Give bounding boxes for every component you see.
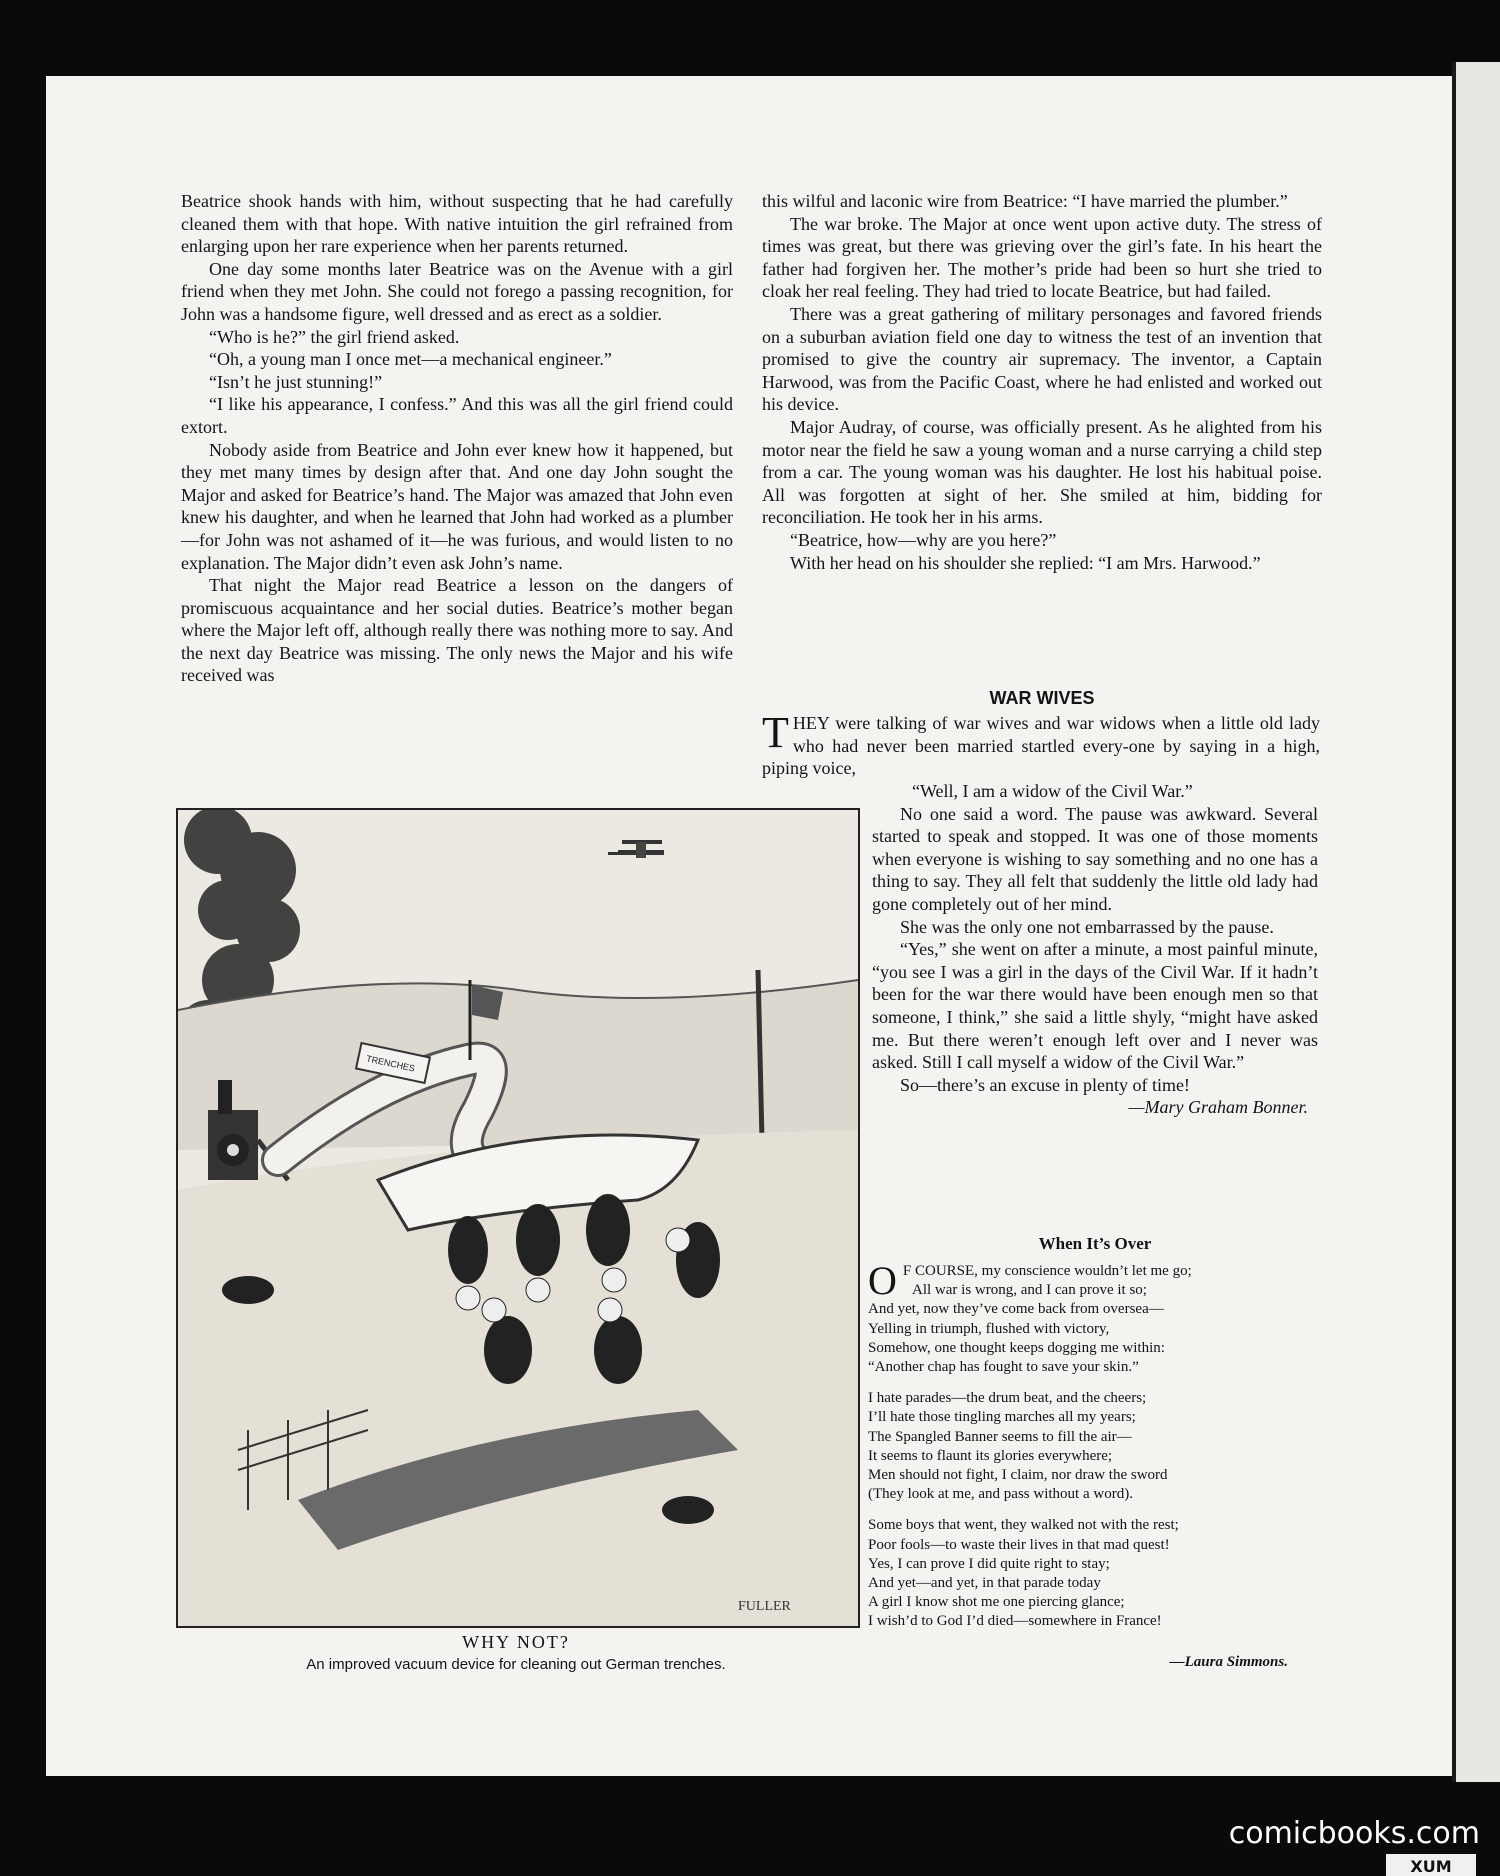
war-wives-intro-text: HEY were talking of war wives and war widows when a little old lady who had never been married startled every-one by saying in a high, piping voice, <box>762 713 1320 779</box>
story-paragraph: “Beatrice, how—why are you here?” <box>790 529 1057 550</box>
poem-line: “Another chap has fought to save your skin.” <box>868 1359 1139 1376</box>
poem-line: And yet, now they’ve come back from oversea— <box>868 1301 1164 1318</box>
war-wives-paragraph: So—there’s an excuse in plenty of time! <box>900 1074 1190 1095</box>
poem-line: A girl I know shot me one piercing glance; <box>868 1594 1125 1611</box>
story-right-column <box>762 190 1322 574</box>
poem-line: And yet—and yet, in that parade today <box>868 1575 1101 1592</box>
corner-tag: XUM <box>1386 1854 1476 1876</box>
story-paragraph: “Who is he?” the girl friend asked. <box>209 326 460 347</box>
story-left-column <box>181 190 733 687</box>
story-paragraph: Nobody aside from Beatrice and John ever knew how it happened, but they met many times by design after that. And one day John sought the Major and asked for Beatrice’s hand. The Major was amazed that John even knew his daughter, and when he learned that John had worked as a plumber—for John was not ashamed of it—he was furious, and would listen to no explanation. The Major didn’t even ask John’s name. <box>181 439 733 573</box>
story-paragraph: Beatrice shook hands with him, without suspecting that he had carefully cleaned them with that hope. With native intuition the girl refrained from enlarging upon her rare experience when her parents returned. <box>181 191 733 257</box>
story-paragraph: “I like his appearance, I confess.” And this was all the girl friend could extort. <box>181 394 733 437</box>
story-paragraph: The war broke. The Major at once went upon active duty. The stress of times was great, but there was grieving over the girl’s fate. In his heart the father had forgiven her. The mother’s pride had been so hurt she tried to cloak her real feeling. They had tried to locate Beatrice, but had failed. <box>762 213 1322 302</box>
poem-line: I wish’d to God I’d died—somewhere in France! <box>868 1613 1162 1630</box>
poem-stanza <box>868 1516 1328 1631</box>
poem-line: It seems to flaunt its glories everywhere; <box>868 1447 1113 1464</box>
poem-line: (They look at me, and pass without a word). <box>868 1486 1133 1503</box>
poem-line: Poor fools—to waste their lives in that mad quest! <box>868 1536 1170 1553</box>
war-wives-drop-cap: T <box>762 708 789 757</box>
poem-body <box>868 1258 1328 1644</box>
poem-line: The Spangled Banner seems to fill the air— <box>868 1428 1132 1445</box>
poem-line: Men should not fight, I claim, nor draw the sword <box>868 1467 1168 1484</box>
story-paragraph: “Oh, a young man I once met—a mechanical engineer.” <box>209 349 612 370</box>
story-paragraph: There was a great gathering of military personages and favored friends on a suburban aviation field one day to witness the test of an invention that promised to give the country air supremacy. The inventor, a Captain Harwood, was from the Pacific Coast, where he had enlisted and worked out his device. <box>762 303 1322 415</box>
war-wives-byline: —Mary Graham Bonner. <box>1128 1097 1308 1118</box>
cartoon-illustration <box>176 808 860 1628</box>
war-wives-paragraph: She was the only one not embarrassed by the pause. <box>900 916 1274 937</box>
site-watermark: comicbooks.com <box>1228 1816 1480 1851</box>
story-paragraph: That night the Major read Beatrice a lesson on the dangers of promiscuous acquaintance and her social duties. Beatrice’s mother began where the Major left off, although really there was nothing more to say. And the next day Beatrice was missing. The only news the Major and his wife received was <box>181 575 733 686</box>
background-hills <box>178 980 858 1150</box>
poem-line: Somehow, one thought keeps dogging me within: <box>868 1339 1165 1356</box>
story-paragraph: With her head on his shoulder she replied: “I am Mrs. Harwood.” <box>790 552 1261 573</box>
war-wives-paragraph: “Yes,” she went on after a minute, a most painful minute, “you see I was a girl in the days of the Civil War. If it hadn’t been for the war there would have been enough men so that someone, I think,” she said a little shyly, “might have asked me. But there weren’t enough left over and I never was asked. Still I call myself a widow of the Civil War.” <box>872 939 1318 1073</box>
adjacent-page-edge <box>1452 62 1500 1782</box>
cartoon-caption: An improved vacuum device for cleaning out German trenches. <box>306 1656 726 1673</box>
poem-line: Yes, I can prove I did quite right to stay; <box>868 1555 1110 1572</box>
poem-stanza <box>868 1258 1328 1377</box>
story-paragraph: Major Audray, of course, was officially present. As he alighted from his motor near the field he saw a young woman and a nurse carrying a child step from a car. The young woman was his daughter. He lost his habitual poise. All was forgotten at sight of her. She smiled at him, bidding for reconciliation. He took her in his arms. <box>762 416 1322 528</box>
war-wives-body <box>872 780 1318 1119</box>
cartoon-caption-title: WHY NOT? <box>462 1632 570 1652</box>
artist-signature: FULLER <box>738 1599 791 1614</box>
war-wives-title: WAR WIVES <box>989 688 1095 708</box>
poem-drop-cap: O <box>868 1258 897 1303</box>
poem-line: F COURSE, my conscience wouldn’t let me go; <box>902 1263 1192 1279</box>
war-wives-paragraph: “Well, I am a widow of the Civil War.” <box>912 781 1193 801</box>
poem-line: Yelling in triumph, flushed with victory, <box>868 1320 1110 1337</box>
poem-stanza <box>868 1389 1328 1504</box>
story-paragraph: One day some months later Beatrice was on the Avenue with a girl friend when they met John. She could not forego a passing recognition, for John was a handsome figure, well dressed and as erect as a soldier. <box>181 258 733 324</box>
poem-byline: —Laura Simmons. <box>1169 1654 1288 1670</box>
shell-crater <box>222 1276 274 1304</box>
poem-line: Some boys that went, they walked not with the rest; <box>868 1517 1179 1534</box>
war-wives-intro <box>762 708 1320 780</box>
story-paragraph: “Isn’t he just stunning!” <box>209 371 383 392</box>
poem-title: When It’s Over <box>1038 1234 1152 1253</box>
shell-crater <box>662 1496 714 1524</box>
poem-line: I hate parades—the drum beat, and the cheers; <box>868 1390 1147 1407</box>
cartoon-drawing <box>178 810 858 1626</box>
poem-line: I’ll hate those tingling marches all my years; <box>868 1409 1136 1426</box>
poem-line: All war is wrong, and I can prove it so; <box>912 1282 1147 1299</box>
sign-text: TRENCHES <box>365 1053 416 1074</box>
war-wives-paragraph: No one said a word. The pause was awkward. Several started to speak and stopped. It was one of those moments when everyone is wishing to say something and no one has a thing to say. They all felt that suddenly the little old lady had gone completely out of her mind. <box>872 803 1318 914</box>
story-paragraph: this wilful and laconic wire from Beatrice: “I have married the plumber.” <box>762 191 1288 211</box>
